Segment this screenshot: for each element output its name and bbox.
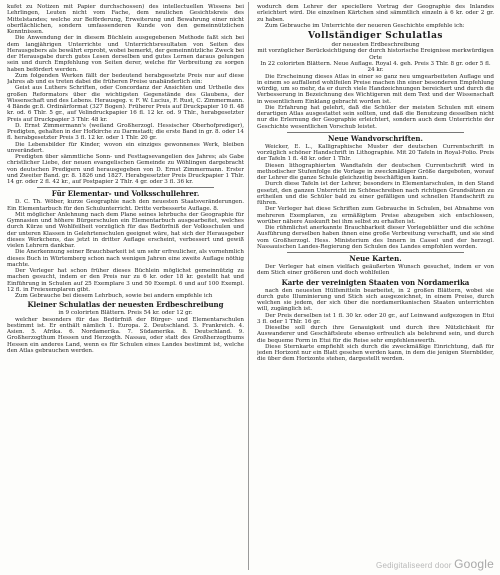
divider [287, 132, 464, 133]
left-para-10: Die Anerkennung seiner Brauchbarkeit ist um sehr erfreulicher, als vornehmlich dieses Buch in Würtemberg schon nach wenigen Jahren eine zweite Auflage nöthig machte. [7, 249, 244, 268]
left-column [7, 4, 244, 569]
column-rule [248, 2, 249, 570]
right-para-9: Die rühmlichst anerkannte Brauchbarkeit dieser Vorlegeblätter und die schöne Ausführung derselben haben ihnen eine große Verbreitung verschafft, und sie sind vom Großherzogl. Hess. Ministerium des Innern in Cassel und der herzogl. Nassauischen Landes-Regierung den Schulen des Landes empfohlen worden. [257, 225, 494, 250]
right-para-5: Weicker, E. L., Kalligraphische Muster der deutschen Currentschrift in vorzüglich schöner Handschrift in Lithographie. Mit 20 Tafeln in Royal-Folio. Preis der Tafeln 1 fl. 48 kr. oder 1 Thlr. [257, 143, 494, 163]
right-para-8: Der Verleger hat diese Schriften zum Gebrauche in Schulen, bei Abnahme von mehreren Exemplaren, zu ermäßigtem Preise abzugeben sich entschlossen, worüber nähere Auskunft bei ihm selbst zu erhalten ist. [257, 206, 494, 225]
right-para-12: Der Preis derselben ist 1 fl. 30 kr. oder 20 gr., auf Leinwand aufgezogen in Etui 3 fl. oder 1 Thlr. 16 gr. [257, 312, 494, 325]
left-para-6: Die Lebensbilder für Kinder, wovon ein einziges gewonnenes Werk, bleiben unverändert. [7, 141, 244, 154]
left-para-11: Der Verleger hat schon früher dieses Büchlein möglichst gemeinnützig zu machen gesucht, indem er den Preis nur zu 6 kr. oder 18 kr. gestellt hat und Einführung in Schulen auf 25 Exemplare 3 und 50 Exempl. 6 und auf 100 Exempl. 12 fl. in Freiexemplaren gibt. [7, 268, 244, 293]
right-para-2: Zum Gebrauche im Unterrichte der neueren Geschichte empfehle ich: [265, 22, 465, 29]
right-para-10: Der Verleger hat einen vielfach geäußerten Wunsch gesuchet, indem er von dem Stich einer größeren und doch wohlfeilen [257, 264, 494, 277]
right-para-6: Diesen lithographierten Wandtafeln der deutschen Currentschrift wird in methodischer Stufenfolge die Vorlage in zweckmäßiger Größe dargeboten, worauf der Lehrer die ganze Schule gleichzeitig beschäftigen kann. [257, 162, 494, 182]
left-para-5: D. Ernst Zimmermann's (weiland Großherzogl. Hessischer Oberhofprediger), Predigten, gehalten in der Hofkirche zu Darmstadt; die erste Band in gr. 8. oder 14 fl. herabgesetzter Preis 3 fl. 12 kr. oder 1 Thlr. 20 gr. [7, 122, 244, 142]
divider [287, 252, 464, 253]
left-para-13: welcher besonders für das Bedürfniß der Bürger- und Elementarschulen bestimmt ist. Er enthält nämlich 1. Europa. 2. Deutschland. 3. Frankreich. 4. Asien. 5. Afrika. 6. Nordamerika. 7. Südamerika. 8. Deutschland. 9. Großherzogthum Hessen und Herzogth. Nassau, oder statt des Großherzogthums Hessen ein anderes Land, wenn es für Schulen eines Landes bestimmt ist, welche den Atlas gebrauchen werden. [7, 316, 244, 354]
right-para-7: Durch diese Tafeln ist der Lehrer, besonders in Elementarschulen, in den Stand gesetzt, den ganzen Unterricht im Schönschreiben nach richtigen Grundsätzen zu ertheilen und die Schüler bald zu einer gefälligen und schnellen Handschrift zu führen. [257, 181, 494, 207]
full-atlas-subtitle-1: der neuesten Erdbeschreibung [331, 42, 420, 48]
right-para-3: Die Erscheinung dieses Atlas in einer so ganz neu umgearbeiteten Auflage und in einem so auffallend wohlfeilen Preise machen ihn einer besonderen Empfehlung würdig, um so mehr, da er durch viele Handzeichnungen bereichert und durch die Verbesserung in Bezeichnung des Wichtigeren mit dem Text und der Wissenschaft in wesentlichem Einklang gebracht worden ist. [257, 73, 494, 105]
left-para-9: Mit möglicher Anlehnung nach dem Plane seines lehrbuchs der Geographie für Gymnasien und höhere Bürgerschulen ein Elementarbuch ausgearbeitet, welches durch Kürze und Wohlfeilheit vorzüglich für das Bedürfniß der Volksschulen und der unteren Klassen in Gelehrtenschulen geeignet wäre, hat sich der Herausgeber dieses Werkchens, das jetzt in dritter Auflage erscheint, verbessert und gewiß vielen Lehrern dankbar. [7, 211, 244, 249]
heading-schools: Für Elementar- und Volksschullehrer. [51, 189, 200, 199]
map-title: Karte der vereinigten Staaten von Nordamerika [281, 277, 470, 287]
divider [37, 187, 214, 188]
right-para-11: nach den neuesten Hülfsmitteln bearbeitet, in 2 großen Blättern, wobei sie durch gute Illuminierung und Stich sich ausgezeichnet, in einem Preise, durch welchen sie jedem, der sich über die nordamerikanischen Staaten unterrichten will, zugänglich ist. [257, 287, 494, 313]
watermark-prefix: Gedigitaliseerd door [376, 561, 452, 570]
left-para-2: Die Anwendung der in diesem Büchlein ausgegebenen Methode faßt sich bei dem langjährigen Unterrichte und Unterrichtsresultaten von Seiten des Herausgebers als bewährt erprobt, wobei bemerkt, der gemeinnützliche Zweck bei der Herausgabe durch gutes Lesen derselben und gutes Lernen daraus gelungen sein und durch Empfehlung von Seiten derer, welche für Verbreitung zu sorgen haben befördert werden. [7, 35, 244, 73]
full-atlas-subtitle-2: mit vorzüglicher Berücksichtigung der durch historische Ereignisse merkwürdigen Orte [257, 48, 494, 61]
heading-new-maps: Neue Karten. [349, 254, 402, 264]
left-para-7: Predigten über sämmtliche Sonn- und Festtagsevangelien des Jahres; als Gabe christlicher Liebe, der neuen evangelischen Gemeinde zu Wöhlingen dargebracht von deutschen Predigern und herausgegeben von D. Ernst Zimmermann. Erster und Zweiter Band. gr. 8. 1826 und 1827. Herabgesetzter Preis Druckpapier 1 Thlr. 14 gr. oder 2 fl. 42 kr., auf Postpapier 2 Thlr. 4 gr. oder 3 fl. 36 kr. [7, 154, 244, 185]
heading-small-atlas: Kleiner Schulatlas der neuesten Erdbeschreibung [27, 300, 224, 310]
small-atlas-subtitle: in 9 colorirten Blättern. Preis 54 kr. oder 12 gr. [58, 310, 193, 317]
left-intro: kufet zu Notizen mit Papier durchschossen) des intellectuellen Wissens bei Lehrlingen, Leuten nicht vom Fache, dem neulichen Gesichtskreis des Mittelstandes; welche zur Beförderung, Erweiterung und Bewahrung einer nicht oberflächlichen, sondern umfassenderen Kunde von den gemeinnützlichen Kenntnissen. [7, 4, 244, 35]
right-para-14: Diese Sternkarte empfiehlt sich durch die zweckmäßige Einrichtung, daß für jeden Horizont nur ein Blatt gesehen werden kann, in dem die jenigen Sternbilder, die über dem Horizonte stehen, dargestellt werden. [257, 343, 494, 363]
full-atlas-price: In 22 colorirten Blättern. Neue Auflage. Royal 4. geh. Preis 3 Thlr. 8 gr. oder 5 fl. 24 kr. [260, 61, 491, 74]
right-para-13: Dieselbe soll durch ihre Genauigkeit und durch ihre Nützlichkeit für Auswanderer und Geschäftsleute ebenso erfreulich als belehrend sein, und durch die bequeme Form in Etui für die Reise sehr empfehlenswerth. [257, 325, 494, 344]
left-para-4: Geist aus Luthers Schriften, oder Concordanz der Ansichten und Urtheile des großen Reformators über die wichtigsten Gegenstände des Glaubens, der Wissenschaft und des Lebens. Herausgeg. v. F. W. Lucius, F. Rust, C. Zimmermann. 4 Bände gr.8. Ordinärformat (327 Bogen). Früherer Preis auf Druckpapier 10 fl. 48 kr. od. 6 Thlr. 5 gr., auf Velindruckpapier 16 fl. 12 kr. od. 9 Thlr., herabgesetzter Preis auf Druckpapier 3 Thlr. 48 kr. [7, 85, 244, 123]
digitization-watermark [376, 557, 494, 571]
right-column [257, 4, 494, 569]
heading-wall-charts: Neue Wandvorschriften. [328, 133, 423, 143]
right-para-4: Die Erfahrung hat gelehrt, daß die Schüler der meisten Schulen mit einem derartigen Atlas ausgestattet sein sollten, und daß die Benutzung desselben nicht nur die Erlernung der Geographie erleichtert, sondern auch dem Unterrichte der Geschichte wesentlichen Vorschub leistet. [257, 104, 494, 130]
watermark-brand: Google [454, 557, 494, 571]
left-para-12: Zum Gebrauche bei diesem Lehrbuch, sowie bei andern empfehle ich [15, 293, 213, 299]
left-para-8: D. C. Th. Wöber, kurze Geographie nach den neuesten Staatsveränderungen. Ein Elementarbuch für den Schulunterricht. Dritte verbesserte Auflage. 8. [7, 199, 244, 212]
heading-full-atlas: Vollständiger Schulatlas [308, 31, 443, 41]
left-para-3: Zum folgenden Werken fällt der bedeutend herabgesetzte Preis nur auf diese Jahres ab und es treten dabei die früheren Preise unabänderlich ein: [7, 72, 244, 85]
right-intro: wodurch dem Lehrer der speciellere Vortrag der Geographie des Inlandes erleichtert wird. Die einzelnen Kärtchen sind sämmtlich einzeln à 6 kr. oder 2 gr. zu haben. [257, 4, 494, 23]
